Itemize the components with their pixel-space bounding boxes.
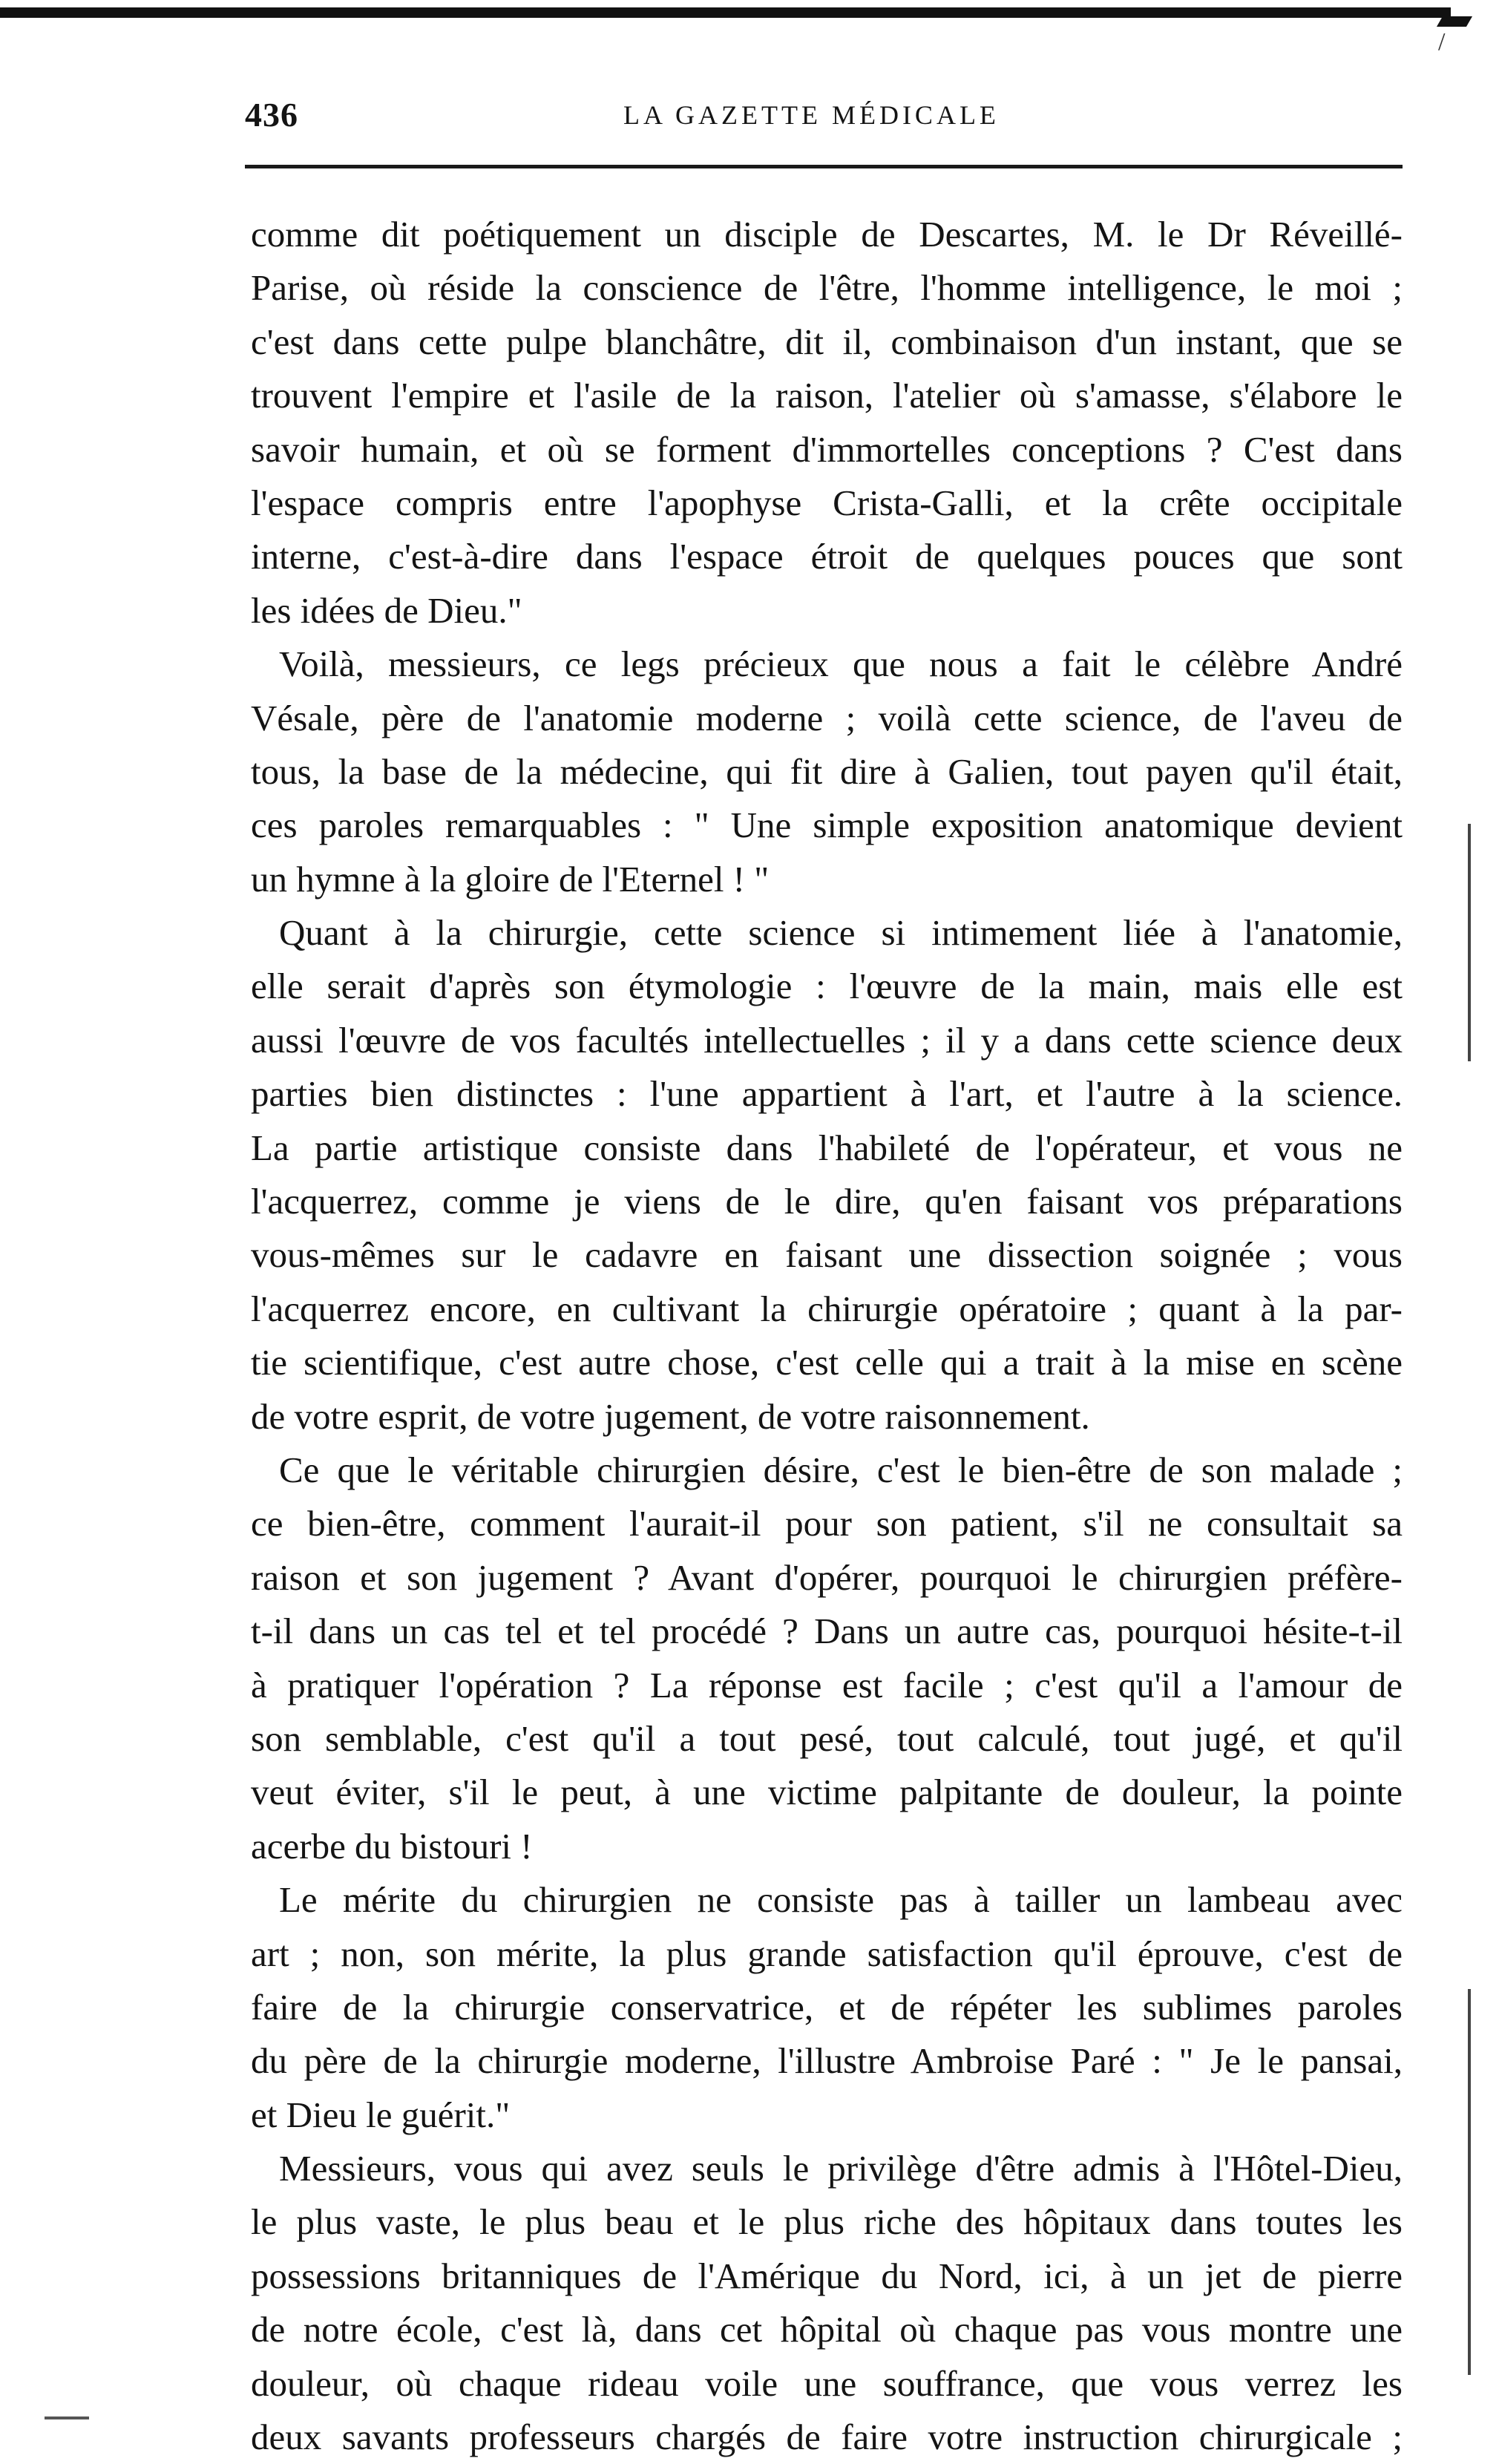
text-line: de notre école, c'est là, dans cet hôpital où chaque pas vous montre une (251, 2309, 1403, 2350)
paragraph (251, 638, 1403, 906)
text-line: Le mérite du chirurgien ne consiste pas à tailler un lambeau avec (279, 1879, 1403, 1921)
text-line: La partie artistique consiste dans l'habileté de l'opérateur, et vous ne (251, 1127, 1403, 1168)
text-line: acerbe du bistouri ! (251, 1825, 533, 1867)
paragraph (251, 906, 1403, 1444)
top-edge-rule (0, 7, 1451, 18)
text-line: l'acquerrez, comme je viens de le dire, qu'en faisant vos préparations (251, 1181, 1403, 1222)
text-line: Voilà, messieurs, ce legs précieux que nous a fait le célèbre André (279, 643, 1403, 685)
text-line: Quant à la chirurgie, cette science si intimement liée à l'anatomie, (279, 912, 1403, 954)
text-line: Parise, où réside la conscience de l'être, l'homme intelligence, le moi ; (251, 267, 1403, 309)
text-line: comme dit poétiquement un disciple de Descartes, M. le Dr Réveillé- (251, 214, 1403, 255)
text-line: à pratiquer l'opération ? La réponse est facile ; c'est qu'il a l'amour de (251, 1664, 1403, 1706)
text-line: de votre esprit, de votre jugement, de votre raisonnement. (251, 1395, 1090, 1437)
text-line: l'espace compris entre l'apophyse Crista-Galli, et la crête occipitale (251, 482, 1403, 523)
text-line: aussi l'œuvre de vos facultés intellectuelles ; il y a dans cette science deux (251, 1019, 1403, 1061)
top-edge-rule-tail (1437, 16, 1472, 27)
text-line: veut éviter, s'il le peut, à une victime palpitante de douleur, la pointe (251, 1772, 1403, 1813)
text-line: ces paroles remarquables : " Une simple exposition anatomique devient (251, 805, 1403, 846)
text-line: le plus vaste, le plus beau et le plus riche des hôpitaux dans toutes les (251, 2201, 1403, 2243)
text-line: tous, la base de la médecine, qui fit dire à Galien, tout payen qu'il était, (251, 750, 1403, 792)
running-title: LA GAZETTE MÉDICALE (623, 100, 1000, 130)
text-line: l'acquerrez encore, en cultivant la chirurgie opératoire ; quant à la par- (251, 1288, 1403, 1329)
paragraph (251, 1873, 1403, 2142)
text-line: savoir humain, et où se forment d'immortelles conceptions ? C'est dans (251, 428, 1403, 470)
text-line: tie scientifique, c'est autre chose, c'est celle qui a trait à la mise en scène (251, 1342, 1403, 1383)
bottom-corner-mark (45, 2417, 89, 2419)
text-line: trouvent l'empire et l'asile de la raison, l'atelier où s'amasse, s'élabore le (251, 375, 1403, 416)
text-line: interne, c'est-à-dire dans l'espace étroit de quelques pouces que sont (251, 536, 1403, 577)
scan-corner-mark: / (1438, 28, 1446, 56)
paragraph (251, 2142, 1403, 2464)
text-line: possessions britanniques de l'Amérique du Nord, ici, à un jet de pierre (251, 2255, 1403, 2296)
margin-line (1468, 824, 1471, 1061)
text-line: les idées de Dieu." (251, 589, 522, 631)
text-line: vous-mêmes sur le cadavre en faisant une dissection soignée ; vous (251, 1234, 1403, 1276)
paragraph (251, 208, 1403, 638)
text-line: et Dieu le guérit." (251, 2094, 511, 2135)
text-line: c'est dans cette pulpe blanchâtre, dit il, combinaison d'un instant, que se (251, 321, 1403, 362)
text-line: son semblable, c'est qu'il a tout pesé, tout calculé, tout jugé, et qu'il (251, 1717, 1403, 1759)
margin-line (1468, 1989, 1471, 2375)
paragraph (251, 1444, 1403, 1873)
text-line: ce bien-être, comment l'aurait-il pour son patient, s'il ne consultait sa (251, 1503, 1403, 1544)
text-line: un hymne à la gloire de l'Eternel ! " (251, 858, 770, 900)
text-line: Ce que le véritable chirurgien désire, c'est le bien-être de son malade ; (279, 1449, 1403, 1490)
text-line: douleur, où chaque rideau voile une souffrance, que vous verrez les (251, 2362, 1403, 2404)
page-header (245, 95, 1410, 140)
text-line: du père de la chirurgie moderne, l'illustre Ambroise Paré : " Je le pansai, (251, 2040, 1403, 2082)
text-line: Messieurs, vous qui avez seuls le privilège d'être admis à l'Hôtel-Dieu, (279, 2148, 1403, 2189)
text-line: t-il dans un cas tel et tel procédé ? Dans un autre cas, pourquoi hésite-t-il (251, 1611, 1403, 1652)
article-body (251, 208, 1403, 2464)
text-line: elle serait d'après son étymologie : l'œuvre de la main, mais elle est (251, 966, 1403, 1007)
header-rule (245, 165, 1403, 168)
text-line: parties bien distinctes : l'une appartient à l'art, et l'autre à la science. (251, 1073, 1403, 1115)
text-line: Vésale, père de l'anatomie moderne ; voilà cette science, de l'aveu de (251, 697, 1403, 738)
text-line: raison et son jugement ? Avant d'opérer, pourquoi le chirurgien préfère- (251, 1556, 1403, 1598)
text-line: art ; non, son mérite, la plus grande satisfaction qu'il éprouve, c'est de (251, 1933, 1403, 1974)
text-line: faire de la chirurgie conservatrice, et de répéter les sublimes paroles (251, 1986, 1403, 2028)
page-number: 436 (245, 96, 298, 134)
text-line: deux savants professeurs chargés de faire votre instruction chirurgicale ; (251, 2417, 1403, 2458)
